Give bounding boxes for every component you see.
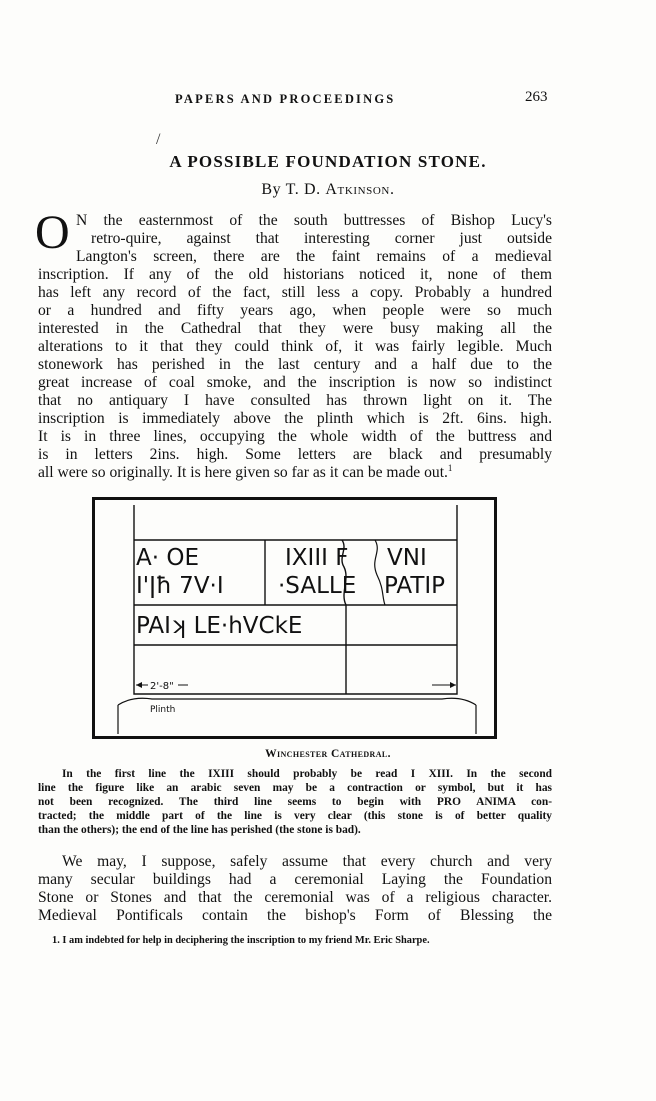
- body-line: interested in the Cathedral that they were busy making all the: [38, 320, 552, 337]
- caption-line: than the others); the end of the line has perished (the stone is bad).: [38, 824, 361, 836]
- footnote: [52, 935, 430, 946]
- caption-line: line the figure like an arabic seven may be a contraction or symbol, but it has: [38, 782, 552, 794]
- inscription-line1-left: A· OE: [136, 545, 199, 571]
- body-line: retro-quire, against that interesting corner just outside: [91, 230, 552, 247]
- inscription-line1-mid: IXIII F: [285, 545, 349, 571]
- body-line: is in letters 2ins. high. Some letters are black and presumably: [38, 446, 552, 463]
- inscription-figure: [92, 497, 497, 739]
- body-line: or a hundred and fifty years ago, when people were so much: [38, 302, 552, 319]
- footnote-text: I am indebted for help in deciphering the inscription to my friend Mr. Eric Sharpe.: [62, 935, 430, 946]
- caption-line: not been recognized. The third line seems to begin with PRO ANIMA con-: [38, 796, 552, 808]
- body-line: that no antiquary I have consulted has thrown light on it. The: [38, 392, 552, 409]
- page-number: 263: [525, 89, 548, 105]
- drop-cap: O: [35, 206, 70, 259]
- plinth-label: Plinth: [150, 705, 176, 715]
- author-name: Atkinson.: [325, 181, 395, 198]
- footnote-reference: 1: [447, 462, 453, 473]
- article-title: A POSSIBLE FOUNDATION STONE.: [169, 152, 487, 171]
- body-line-text: all were so originally. It is here given so far as it can be made out.: [38, 464, 448, 481]
- buttress-outline: [134, 505, 457, 694]
- footnote-number: 1.: [52, 935, 60, 946]
- inscription-line2-left: I'ǀħ 7V·I: [136, 573, 224, 599]
- caption-line: In the first line the IXIII should probably be read I XIII. In the second: [62, 768, 552, 780]
- body-line: Stone or Stones and that the ceremonial was of a religious character.: [38, 889, 552, 906]
- body-line: Medieval Pontificals contain the bishop's Form of Blessing the: [38, 907, 552, 924]
- body-line: inscription is immediately above the plinth which is 2ft. 6ins. high.: [38, 410, 552, 427]
- inscription-line2-mid: ·SALLE: [278, 573, 357, 599]
- plinth-outline: [118, 698, 476, 705]
- dimension-label: 2'-8": [150, 681, 174, 692]
- body-line: [38, 464, 543, 482]
- running-head: PAPERS AND PROCEEDINGS: [175, 92, 396, 106]
- inscription-line3: PAIʞ LE·hVCkE: [136, 613, 303, 639]
- byline-prefix: By T. D.: [261, 181, 321, 198]
- caption-line: tracted; the middle part of the line is very clear (this stone is of better quality: [38, 810, 552, 822]
- body-line: We may, I suppose, safely assume that every church and very: [62, 853, 552, 870]
- byline: [0, 181, 656, 199]
- body-line: has left any record of the fact, still less a copy. Probably a hundred: [38, 284, 552, 301]
- figure-caption-title: Winchester Cathedral.: [265, 748, 391, 760]
- dimension-arrowhead: [136, 682, 142, 688]
- body-line: Langton's screen, there are the faint remains of a medieval: [76, 248, 552, 265]
- inscription-line1-right: VNI: [387, 545, 427, 571]
- body-line: stonework has perished in the last century and a half due to the: [38, 356, 552, 373]
- body-line: It is in three lines, occupying the whole width of the buttress and: [38, 428, 552, 445]
- dimension-arrowhead: [450, 682, 456, 688]
- scan-mark: /: [156, 131, 161, 148]
- inscription-line2-right: PATIP: [384, 573, 446, 599]
- body-line: many secular buildings had a ceremonial Laying the Foundation: [38, 871, 552, 888]
- body-line: inscription. If any of the old historians noticed it, none of them: [38, 266, 552, 283]
- body-line: great increase of coal smoke, and the inscription is now so indistinct: [38, 374, 552, 391]
- body-line: N the easternmost of the south buttresses of Bishop Lucy's: [76, 212, 552, 229]
- body-line: alterations to it that they could think of, it was fairly legible. Much: [38, 338, 552, 355]
